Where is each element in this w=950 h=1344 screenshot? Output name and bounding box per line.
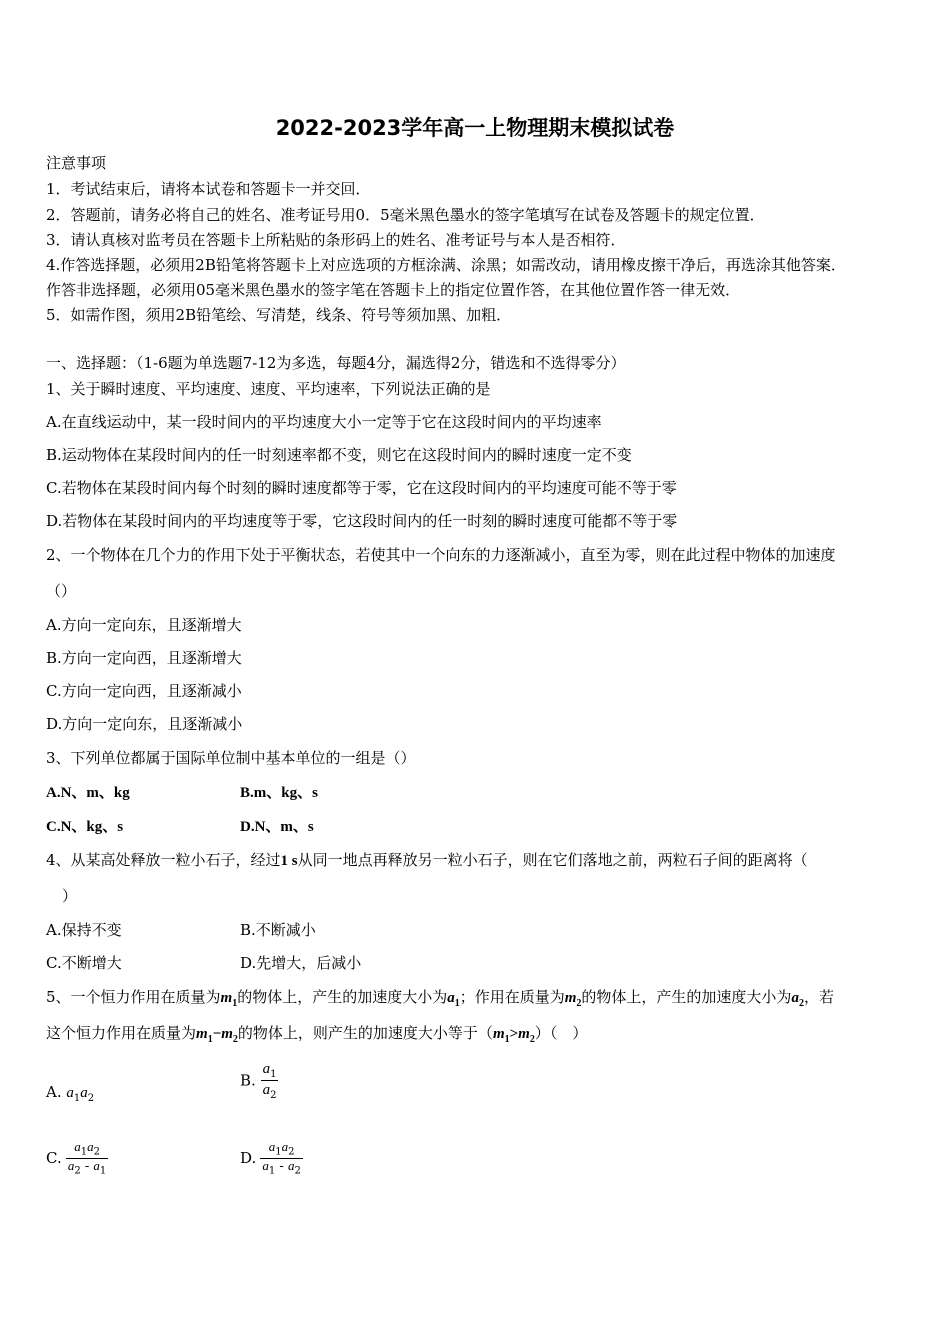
q4-option-d: D.先增大，后减小	[240, 954, 362, 972]
fraction: $\frac{a_1}{a_2}$	[262, 1061, 277, 1101]
notice-item: 1．考试结束后，请将本试卷和答题卡一并交回．	[46, 180, 371, 198]
q3-option-b: B.m、kg、s	[240, 785, 318, 801]
fraction: $\frac{a_1a_2}{a_1 - a_2}$	[262, 1139, 301, 1177]
q5-option-a: A. $a_1a_2$	[46, 1083, 95, 1104]
q2-option-c: C.方向一定向西，且逐渐减小	[46, 682, 242, 700]
question-5-stem: 5、一个恒力作用在质量为$m_1$的物体上，产生的加速度大小为$a_1$；作用在质量为$m_2$的物体上，产生的加速度大小为$a_2$，若	[46, 988, 834, 1009]
notice-item: 3．请认真核对监考员在答题卡上所粘贴的条形码上的姓名、准考证号与本人是否相符．	[46, 231, 626, 249]
question-1-stem: 1、关于瞬时速度、平均速度、速度、平均速率，下列说法正确的是	[46, 380, 491, 398]
q3-option-a: A.N、m、kg	[46, 785, 130, 801]
q2-option-b: B.方向一定向西，且逐渐增大	[46, 649, 242, 667]
q2-option-d: D.方向一定向东，且逐渐减小	[46, 715, 243, 733]
section-heading: 一、选择题：（1-6题为单选题7-12为多选，每题4分，漏选得2分，错选和不选得零分）	[46, 354, 626, 372]
q1-option-a: A.在直线运动中，某一段时间内的平均速度大小一定等于它在这段时间内的平均速率	[46, 413, 602, 431]
q3-option-c: C.N、kg、s	[46, 819, 124, 835]
q4-option-b: B.不断减小	[240, 921, 316, 939]
q1-option-d: D.若物体在某段时间内的平均速度等于零，它这段时间内的任一时刻的瞬时速度可能都不等于零	[46, 512, 678, 530]
fraction: $\frac{a_1a_2}{a_2 - a_1}$	[67, 1139, 107, 1177]
q1-option-b: B.运动物体在某段时间内的任一时刻速率都不变，则它在这段时间内的瞬时速度一定不变	[46, 446, 632, 464]
q3-option-d: D.N、m、s	[240, 819, 314, 835]
q2-option-a: A.方向一定向东，且逐渐增大	[46, 616, 242, 634]
question-3-stem: 3、下列单位都属于国际单位制中基本单位的一组是（）	[46, 749, 416, 767]
question-2-stem: 2、一个物体在几个力的作用下处于平衡状态，若使其中一个向东的力逐渐减小，直至为零，则在此过程中物体的加速度	[46, 546, 836, 564]
question-4-bracket: ）	[62, 887, 78, 905]
q5-option-b: B. $\frac{a_1}{a_2}$	[240, 1061, 277, 1101]
q4-option-a: A.保持不变	[46, 921, 122, 939]
q4-option-c: C.不断增大	[46, 954, 122, 972]
notice-item: 2．答题前，请务必将自己的姓名、准考证号用0．5毫米黑色墨水的签字笔填写在试卷及答题卡的规定位置．	[46, 206, 765, 224]
notice-heading: 注意事项	[46, 154, 107, 172]
question-2-bracket: （）	[46, 582, 77, 600]
q5-option-c: C. $\frac{a_1a_2}{a_2 - a_1}$	[46, 1139, 107, 1177]
notice-item: 4.作答选择题，必须用2B铅笔将答题卡上对应选项的方框涂满、涂黑；如需改动，请用橡皮擦干净后，再选涂其他答案．	[46, 256, 846, 274]
notice-item: 5．如需作图，须用2B铅笔绘、写清楚，线条、符号等须加黑、加粗．	[46, 306, 512, 324]
notice-item: 作答非选择题，必须用05毫米黑色墨水的签字笔在答题卡上的指定位置作答，在其他位置作答一律无效．	[46, 281, 741, 299]
question-4-stem: 4、从某高处释放一粒小石子，经过1 s从同一地点再释放另一粒小石子，则在它们落地之前，两粒石子间的距离将（	[46, 851, 808, 869]
question-5-stem-cont: 这个恒力作用在质量为$m_1-m_2$的物体上，则产生的加速度大小等于$(m_1>m_2)$（ ）	[46, 1024, 588, 1045]
q1-option-c: C.若物体在某段时间内每个时刻的瞬时速度都等于零，它在这段时间内的平均速度可能不等于零	[46, 479, 677, 497]
page-title: 2022-2023学年高一上物理期末模拟试卷	[275, 116, 675, 140]
q5-option-d: D. $\frac{a_1a_2}{a_1 - a_2}$	[240, 1139, 301, 1177]
